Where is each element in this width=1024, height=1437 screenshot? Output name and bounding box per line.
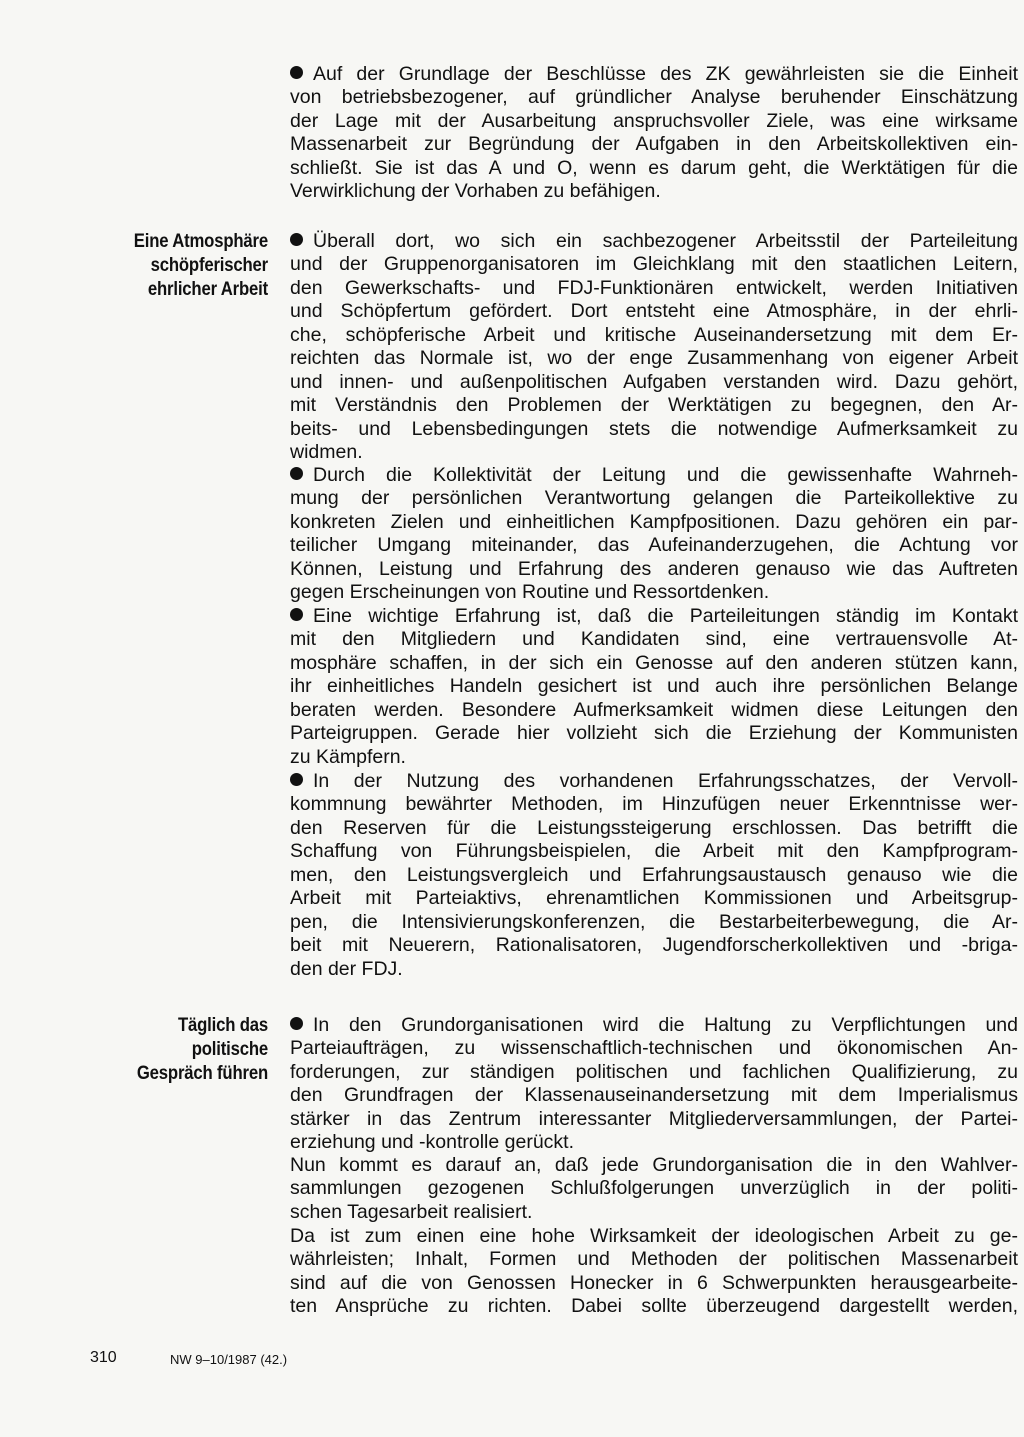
line-text: den der FDJ. [290,957,403,980]
bullet-icon [290,773,303,786]
line-text: In den Grundorganisationen wird die Haltung zu Verpflichtungen und [313,1014,1018,1036]
text-line [290,605,1018,628]
paragraph-block-4 [290,605,1018,769]
bullet-icon [290,467,303,480]
line-text: und der Gruppenorganisatoren im Gleichklang mit den staatlichen Leitern, [290,253,1018,276]
text-line [290,1295,1018,1318]
line-text: den Grundfragen der Klassenauseinandersetzung mit dem Imperialismus [290,1084,1018,1107]
side-heading-atmosphaere [111,230,268,302]
text-line [290,300,1018,323]
line-text: sind auf die von Genossen Honecker in 6 Schwerpunkten herausgearbeite- [290,1271,1018,1294]
bullet-icon [290,608,303,621]
line-text: Arbeit mit Parteiaktivs, ehrenamtlichen Kommissionen und Arbeitsgrup- [290,887,1018,910]
line-text: den Reserven für die Leistungssteigerung erschlossen. Das betrifft die [290,816,1018,839]
text-line [290,86,1018,109]
line-text: währleisten; Inhalt, Formen und Methoden der politischen Massenarbeit [290,1248,1018,1271]
text-line [290,1131,1018,1154]
line-text: In der Nutzung des vorhandenen Erfahrungsschatzes, der Vervoll- [313,770,1018,792]
heading-line: Gespräch führen [136,1063,268,1084]
line-text: gegen Erscheinungen von Routine und Ressortdenken. [290,581,770,604]
line-text: mosphäre schaffen, in der sich ein Genosse auf den anderen stützen kann, [290,651,1018,674]
line-text: Da ist zum einen eine hohe Wirksamkeit der ideologischen Arbeit zu ge- [290,1225,1018,1247]
line-text: ten Ansprüche zu richten. Dabei sollte überzeugend dargestellt werden, [290,1295,1018,1318]
heading-line: schöpferischer [150,255,268,276]
bullet-icon [290,66,303,79]
text-line [290,864,1018,887]
source-reference: NW 9–10/1987 (42.) [170,1352,288,1367]
line-text: der Lage mit der Ausarbeitung anspruchsvoller Ziele, was eine wirksame [290,109,1018,132]
text-line [290,1154,1018,1177]
text-line [290,253,1018,276]
line-text: konkreten Zielen und einheitlichen Kampfpositionen. Dazu gehören ein par- [290,510,1018,533]
text-line [290,371,1018,394]
text-line [290,157,1018,180]
line-text: teilicher Umgang miteinander, das Aufeinanderzugehen, die Achtung vor [290,534,1018,557]
line-text: men, den Leistungsvergleich und Erfahrungsaustausch genauso wie die [290,863,1018,886]
bullet-icon [290,1017,303,1030]
line-text: Parteigruppen. Gerade hier vollzieht sich die Erziehung der Kommunisten [290,722,1018,745]
text-line [290,817,1018,840]
line-text: Schaffung von Führungsbeispielen, die Arbeit mit den Kampfprogram- [290,840,1018,863]
line-text: forderungen, zur ständigen politischen und fachlichen Qualifizierung, zu [290,1060,1018,1083]
text-line [290,534,1018,557]
line-text: Können, Leistung und Erfahrung des anderen genauso wie das Auftreten [290,557,1018,580]
line-text: schließt. Sie ist das A und O, wenn es darum geht, die Werktätigen für die [290,156,1018,179]
text-line [290,394,1018,417]
paragraph-block-8 [290,1225,1018,1319]
line-text: mung der persönlichen Verantwortung gelangen die Parteikollektive zu [290,487,1018,510]
line-text: Eine wichtige Erfahrung ist, daß die Parteileitungen ständig im Kontakt [313,605,1018,627]
text-line [290,1061,1018,1084]
text-line [290,887,1018,910]
text-line [290,511,1018,534]
text-line [290,1037,1018,1060]
text-line [290,277,1018,300]
line-text: stärker in das Zentrum interessanter Mitgliederversammlungen, der Partei- [290,1107,1018,1130]
text-line [290,722,1018,745]
paragraph-block-5 [290,770,1018,981]
line-text: erziehung und -kontrolle gerückt. [290,1131,574,1154]
text-line [290,1108,1018,1131]
line-text: Nun kommt es darauf an, daß jede Grundorganisation die in den Wahlver- [290,1154,1018,1176]
side-heading-gespraech [111,1014,268,1086]
paragraph-block-1 [290,63,1018,204]
paragraph-block-3 [290,464,1018,605]
text-line [290,418,1018,441]
heading-line: Eine Atmosphäre [133,231,268,252]
paragraph-block-2 [290,230,1018,464]
line-text: Massenarbeit zur Begründung der Aufgaben in den Arbeitskollektiven ein- [290,133,1018,156]
text-line [290,628,1018,651]
text-line [290,487,1018,510]
text-line [290,1177,1018,1200]
text-line [290,1225,1018,1248]
text-line [290,1272,1018,1295]
text-line [290,324,1018,347]
text-line [290,1201,1018,1224]
text-line [290,699,1018,722]
text-line [290,1248,1018,1271]
line-text: mit Verständnis den Problemen der Werktätigen zu begegnen, den Ar- [290,394,1018,417]
heading-line: ehrlicher Arbeit [147,279,268,300]
text-line [290,840,1018,863]
text-line [290,675,1018,698]
line-text: Verwirklichung der Vorhaben zu befähigen. [290,180,661,203]
text-line [290,958,1018,981]
line-text: kommnung bewährter Methoden, im Hinzufügen neuer Erkenntnisse wer- [290,793,1018,816]
line-text: reichten das Normale ist, wo der enge Zusammenhang von eigener Arbeit [290,347,1018,370]
line-text: schen Tagesarbeit realisiert. [290,1200,533,1223]
text-line [290,652,1018,675]
text-line [290,934,1018,957]
text-line [290,770,1018,793]
text-line [290,63,1018,86]
line-text: und Schöpfertum gefördert. Dort entsteht eine Atmosphäre, in der ehrli- [290,300,1018,323]
text-line [290,1014,1018,1037]
text-line [290,911,1018,934]
text-line [290,110,1018,133]
line-text: zu Kämpfern. [290,745,406,768]
text-line [290,558,1018,581]
text-line [290,347,1018,370]
text-line [290,180,1018,203]
line-text: sammlungen gezogenen Schlußfolgerungen unverzüglich in der politi- [290,1177,1018,1200]
line-text: beit mit Neuerern, Rationalisatoren, Jugendforscherkollektiven und -briga- [290,934,1018,957]
text-line [290,230,1018,253]
line-text: den Gewerkschafts- und FDJ-Funktionären entwickelt, werden Initiativen [290,276,1018,299]
text-line [290,1084,1018,1107]
text-line [290,133,1018,156]
line-text: Überall dort, wo sich ein sachbezogener Arbeitsstil der Parteileitung [313,230,1018,252]
line-text: Parteiaufträgen, zu wissenschaftlich-technischen und ökonomischen An- [290,1037,1018,1060]
line-text: che, schöpferische Arbeit und kritische Auseinandersetzung mit dem Er- [290,323,1018,346]
page-number: 310 [90,1349,117,1366]
line-text: beits- und Lebensbedingungen stets die notwendige Aufmerksamkeit zu [290,417,1018,440]
text-line [290,793,1018,816]
line-text: Durch die Kollektivität der Leitung und die gewissenhafte Wahrneh- [313,464,1018,486]
text-line [290,441,1018,464]
heading-line: politische [191,1039,268,1060]
line-text: und innen- und außenpolitischen Aufgaben verstanden wird. Dazu gehört, [290,370,1018,393]
line-text: mit den Mitgliedern und Kandidaten sind, eine vertrauensvolle At- [290,628,1018,651]
heading-line: Täglich das [177,1015,268,1036]
text-line [290,581,1018,604]
line-text: widmen. [290,440,363,463]
line-text: Auf der Grundlage der Beschlüsse des ZK gewährleisten sie die Einheit [313,63,1018,85]
text-line [290,746,1018,769]
line-text: ihr einheitliches Handeln gesichert ist und auch ihre persönlichen Belange [290,675,1018,698]
text-line [290,464,1018,487]
bullet-icon [290,233,303,246]
line-text: von betriebsbezogener, auf gründlicher Analyse beruhender Einschätzung [290,86,1018,109]
line-text: beraten werden. Besondere Aufmerksamkeit widmen diese Leitungen den [290,698,1018,721]
paragraph-block-6 [290,1014,1018,1155]
line-text: pen, die Intensivierungskonferenzen, die Bestarbeiterbewegung, die Ar- [290,910,1018,933]
paragraph-block-7 [290,1154,1018,1224]
